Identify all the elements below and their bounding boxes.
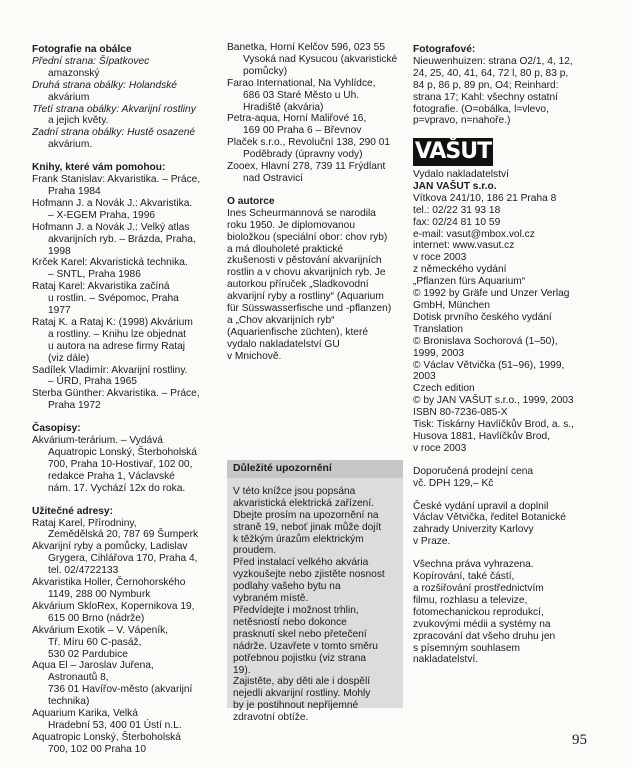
photographers-section	[413, 44, 613, 127]
section-heading: Fotografie na obálce	[32, 44, 132, 55]
text-line: 1977	[48, 305, 71, 317]
text-line: © by JAN VAŠUT s.r.o., 1999, 2003	[413, 395, 574, 407]
text-line: Václav Větvička, ředitel Botanické	[413, 512, 566, 524]
text-line: Akvarijní ryby a pomůcky, Ladislav	[32, 541, 188, 553]
text-line: nakladatelství.	[413, 654, 479, 666]
text-line: akvarijní ryby a rostliny“ (Aquarium	[227, 291, 384, 303]
text-line: Hradební 53, 400 01 Ústí n.L.	[48, 719, 182, 731]
spacer	[32, 151, 230, 162]
text-line: v roce 2003	[413, 442, 467, 454]
text-line: Vysoká nad Kysucou (akvaristické	[243, 53, 398, 65]
text-line: zkušenosti v pěstování akvarijních	[227, 255, 382, 267]
text-line: u autora na adrese firmy Rataj	[48, 340, 186, 352]
text-line: autorkou příruček „Sladkovodní	[227, 279, 369, 291]
text-line: s písemným souhlasem	[413, 642, 521, 654]
notice-title: Důležité upozornění	[227, 460, 403, 478]
text-line: für Süsswasserfische und -pflanzen)	[227, 303, 392, 315]
text-line: Zooex, Hlavní 278, 739 11 Frýdlant	[227, 161, 386, 173]
text-line: Třetí strana obálky: Akvarijní rostliny	[32, 103, 196, 115]
notice-line: akvaristická elektrická zařízení.	[233, 497, 374, 509]
text-line: Zadní strana obálky: Hustě osazené	[32, 127, 196, 139]
text-line: Hofmann J. a Novák J.: Akvaristika.	[32, 197, 193, 209]
section-heading: Časopisy:	[32, 423, 81, 435]
notice-line: 19).	[233, 664, 251, 676]
text-line: p=vpravo, n=nahoře.)	[413, 115, 511, 127]
text-line: Nieuwenhuizen: strana O2/1, 4, 12,	[413, 55, 573, 67]
text-line: – X-EGEM Praha, 1996	[48, 209, 156, 221]
text-line: u rostlin. – Svépomoc, Praha	[48, 293, 179, 305]
text-line: 700, 102 00 Praha 10	[48, 743, 146, 755]
text-line: a rostliny. – Knihu lze objednat	[48, 328, 186, 340]
text-line: nad Ostravicí	[243, 172, 304, 184]
text-line: z německého vydání	[413, 264, 507, 276]
text-line: Akvárium-terárium. – Vydává	[32, 435, 163, 447]
text-line: „Pflanzen fürs Aquarium“	[413, 276, 526, 288]
text-line: a rozšiřování prostřednictvím	[413, 583, 544, 594]
text-line: Tisk: Tiskárny Havlíčkův Brod, a. s.,	[413, 419, 574, 431]
text-line: akvarijních ryb. – Brázda, Praha,	[48, 233, 196, 245]
text-line: pomůcky)	[243, 65, 288, 77]
notice-line: V této knížce jsou popsána	[233, 485, 356, 497]
text-line: internet: www.vasut.cz	[413, 240, 515, 252]
text-line: 1149, 288 00 Nymburk	[48, 588, 151, 600]
notice-line: k těžkým úrazům elektrickým	[233, 533, 364, 545]
text-line: (Aquarienfische züchten), které	[227, 326, 368, 338]
text-line: fotomechanickou reprodukcí,	[413, 606, 544, 618]
text-line: tel.: 02/22 31 93 18	[413, 204, 501, 216]
text-line: fotografie. (O=obálka, l=vlevo,	[413, 103, 549, 115]
text-line: Sterba Günther: Akvaristika. – Práce,	[32, 388, 200, 400]
text-line: Akvárium SkloRex, Kopernikova 19,	[32, 600, 195, 612]
text-line: Praha 1972	[48, 400, 101, 412]
text-line: Rataj K. a Rataj K: (1998) Akvárium	[32, 316, 193, 328]
text-line: České vydání upravil a doplnil	[413, 500, 549, 512]
notice-line: vybraném místě.	[233, 593, 309, 605]
notice-line: nádrže. Uzavřete v tomto směru	[233, 640, 378, 652]
text-line: 736 01 Havířov-město (akvarijní	[48, 684, 193, 696]
text-line: Vydalo nakladatelství	[413, 169, 509, 180]
text-line: Krček Karel: Akvaristická technika.	[32, 257, 188, 269]
notice-line: podlahy vašeho bytu na	[233, 581, 341, 593]
text-line: vč. DPH 129,– Kč	[413, 477, 494, 489]
spacer	[32, 495, 230, 506]
notice-line: vyzkoušejte nebo zjistěte nosnost	[233, 569, 385, 581]
text-line: fax: 02/24 81 10 59	[413, 216, 501, 228]
text-line: v Mnichově.	[227, 350, 282, 362]
middle-column	[227, 42, 405, 363]
text-line: Kopírování, také částí,	[413, 571, 515, 583]
notice-line: Dbejte prosím na upozornění na	[233, 509, 379, 521]
text-line: 84 p, 86 p, 89 pn, O4; Reinhard:	[413, 79, 559, 91]
spacer	[413, 548, 613, 559]
section-heading: Knihy, které vám pomohou:	[32, 162, 166, 174]
text-line: a „Chov akvarijních ryb“	[227, 314, 335, 326]
text-line: Farao International, Na Vyhlídce,	[227, 77, 376, 89]
text-line: ISBN 80-7236-085-X	[413, 407, 508, 419]
text-line: technika)	[48, 696, 90, 708]
text-line: Plaček s.r.o., Revoluční 138, 290 01	[227, 137, 391, 149]
text-line: Doporučená prodejní cena	[413, 465, 534, 477]
section-heading: O autorce	[227, 195, 275, 207]
text-line: strana 17; Kahl: všechny ostatní	[413, 91, 558, 103]
left-column	[32, 44, 230, 756]
text-line: 686 03 Staré Město u Uh.	[243, 89, 360, 101]
notice-line: netěsností nebo dokonce	[233, 616, 347, 628]
notice-line: straně 19, neboť jinak může dojít	[233, 521, 382, 533]
section-heading: JAN VAŠUT s.r.o.	[413, 180, 497, 192]
text-line: 169 00 Praha 6 – Břevnov	[243, 125, 362, 137]
notice-body	[227, 478, 403, 724]
text-line: Rataj Karel, Přírodniny,	[32, 517, 137, 529]
text-line: v Praze.	[413, 536, 451, 548]
notice-line: Zajistěte, aby děti ale i dospělí	[233, 676, 371, 688]
text-line: Akvárium Exotik – V. Vápeník,	[32, 624, 169, 636]
text-line: a má dlouholeté praktické	[227, 243, 344, 255]
text-line: Poděbrady (úpravny vody)	[243, 149, 363, 161]
text-line: Translation	[413, 323, 464, 335]
text-line: nám. 17. Vychází 12x do roka.	[48, 482, 186, 494]
publisher-info	[413, 169, 613, 666]
spacer	[413, 490, 613, 501]
text-line: Sadílek Vladimír: Akvarijní rostliny.	[32, 364, 188, 376]
notice-line: nejedli akvarijní rostliny. Mohly	[233, 688, 371, 700]
text-line: Aqua El – Jaroslav Juřena,	[32, 660, 154, 672]
notice-line: Před instalací velkého akvária	[233, 557, 369, 569]
text-line: Rataj Karel: Akvaristika začíná	[32, 281, 170, 293]
text-line: filmu, rozhlasu a televize,	[413, 594, 528, 606]
notice-line: by je postihnout nepříjemné	[233, 700, 359, 712]
text-line: Akvaristika Holler, Černohorského	[32, 577, 186, 589]
text-line: Hofmann J. a Novák J.: Velký atlas	[32, 221, 190, 233]
text-line: bioložkou (speciální obor: chov ryb)	[227, 231, 388, 243]
text-line: Aquarium Karika, Velká	[32, 708, 138, 720]
text-line: Grygera, Cihlářova 170, Praha 4,	[48, 553, 198, 565]
text-line: Hradiště (akvária)	[243, 101, 324, 113]
publisher-logo: VAŠUT	[414, 139, 492, 164]
text-line: Vítkova 241/10, 186 21 Praha 8	[413, 192, 557, 204]
text-line: akvárium	[48, 91, 90, 103]
text-line: 530 02 Pardubice	[48, 648, 128, 660]
text-line: tel. 02/4722133	[48, 565, 119, 577]
text-line: rostlin a v chovu akvarijních ryb. Je	[227, 267, 386, 279]
spacer	[413, 455, 613, 466]
text-line: zvukovými médii a systémy na	[413, 618, 551, 630]
text-line: 700, Praha 10-Hostivař, 102 00,	[48, 458, 193, 470]
text-line: (viz dále)	[48, 352, 90, 364]
section-heading: Užitečné adresy:	[32, 505, 113, 517]
text-line: Husova 1881, Havlíčkův Brod,	[413, 430, 551, 442]
notice-line: zdravotní obtíže.	[233, 712, 309, 724]
page-number: 95	[572, 732, 587, 748]
text-line: Druhá strana obálky: Holandské	[32, 79, 177, 91]
spacer	[227, 185, 405, 196]
text-line: © Václav Větvička (51–96), 1999,	[413, 359, 565, 371]
notice-line: proudem.	[233, 545, 277, 557]
text-line: 1998	[48, 245, 71, 257]
text-line: – SNTL, Praha 1986	[48, 269, 141, 281]
text-line: GmbH, München	[413, 299, 491, 311]
text-line: amazonský	[48, 67, 100, 79]
text-line: Astronautů 8,	[48, 672, 109, 684]
text-line: Ines Scheurmannová se narodila	[227, 207, 376, 219]
text-line: Přední strana: Šípatkovec	[32, 55, 150, 67]
text-line: roku 1950. Je diplomovanou	[227, 219, 355, 231]
text-line: Frank Stanislav: Akvaristika. – Práce,	[32, 174, 201, 186]
text-line: v roce 2003	[413, 252, 467, 264]
text-line: Praha 1984	[48, 185, 101, 197]
text-line: vydalo nakladatelství GU	[227, 338, 340, 350]
text-line: 2003	[413, 371, 436, 383]
text-line: Dotisk prvního českého vydání	[413, 311, 552, 323]
text-line: akvárium.	[48, 139, 93, 151]
notice-line: potřebnou pojistku (viz strana	[233, 652, 367, 664]
section-heading: Fotografové:	[413, 44, 476, 55]
text-line: Aquatropic Lonský, Šterboholská	[48, 447, 197, 458]
text-line: Tř. Míru 60 C-pasáž,	[48, 636, 142, 648]
text-line: Aquatropic Lonský, Šterboholská	[32, 731, 181, 743]
text-line: Petra-aqua, Horní Maliřové 16,	[227, 113, 367, 125]
text-line: 1999, 2003	[413, 347, 464, 359]
text-line: Czech edition	[413, 383, 475, 395]
text-line: zahrady Univerzity Karlovy	[413, 524, 534, 536]
important-notice-box	[227, 460, 403, 724]
text-line: – ÚRD, Praha 1965	[48, 376, 137, 388]
text-line: zpracování dat všeho druhu jen	[413, 630, 556, 642]
text-line: Všechna práva vyhrazena.	[413, 559, 534, 571]
text-line: redakce Praha 1, Václavské	[48, 470, 175, 482]
text-line: © Bronislava Sochorová (1–50),	[413, 335, 558, 347]
notice-line: Předvídejte i možnost trhlin,	[233, 604, 359, 616]
text-line: a jejich květy.	[48, 115, 109, 127]
notice-line: prasknutí skel nebo přetečení	[233, 628, 367, 640]
text-line: 615 00 Brno (nádrže)	[48, 612, 145, 624]
spacer	[32, 412, 230, 423]
text-line: Banetka, Horní Kelčov 596, 023 55	[227, 42, 386, 53]
text-line: © 1992 by Gräfe und Unzer Verlag	[413, 288, 570, 300]
text-line: e-mail: vasut@mbox.vol.cz	[413, 228, 535, 240]
text-line: Zemědělská 20, 787 69 Šumperk	[48, 529, 199, 541]
text-line: 24, 25, 40, 41, 64, 72 l, 80 p, 83 p,	[413, 67, 569, 79]
